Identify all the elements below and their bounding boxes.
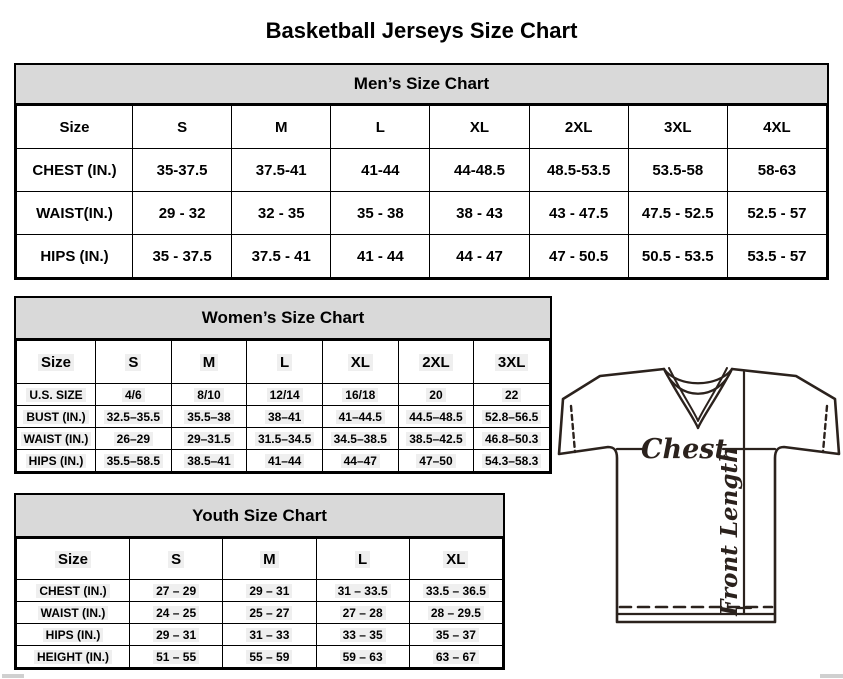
table-row [17, 646, 503, 668]
mens-chart-caption: Men’s Size Chart [16, 65, 827, 105]
row-label: BUST (IN.) [17, 406, 96, 428]
table-cell: 41–44.5 [322, 406, 398, 428]
table-cell: 27 – 28 [316, 602, 409, 624]
mens-size-chart [14, 63, 829, 280]
table-cell: 37.5 - 41 [232, 235, 331, 278]
table-cell: 31 – 33 [223, 624, 316, 646]
table-cell: 50.5 - 53.5 [628, 235, 727, 278]
table-row [17, 580, 503, 602]
table-cell: 41 - 44 [331, 235, 430, 278]
table-cell: 38 - 43 [430, 192, 529, 235]
table-cell: 35 – 37 [409, 624, 502, 646]
table-cell: 38–41 [247, 406, 323, 428]
jersey-outline [559, 369, 839, 622]
table-row [17, 149, 827, 192]
table-cell: 29 - 32 [133, 192, 232, 235]
table-cell: 35 - 38 [331, 192, 430, 235]
table-cell: 25 – 27 [223, 602, 316, 624]
column-header: 4XL [727, 106, 826, 149]
table-row [17, 428, 550, 450]
table-cell: 38.5–41 [171, 450, 247, 472]
row-label: HIPS (IN.) [17, 450, 96, 472]
youth-table [16, 538, 503, 668]
size-corner-label: Size [17, 341, 96, 384]
table-cell: 22 [474, 384, 550, 406]
table-cell: 34.5–38.5 [322, 428, 398, 450]
table-cell: 31 – 33.5 [316, 580, 409, 602]
table-cell: 33 – 35 [316, 624, 409, 646]
table-cell: 47.5 - 52.5 [628, 192, 727, 235]
table-row [17, 384, 550, 406]
table-cell: 35.5–38 [171, 406, 247, 428]
row-label: WAIST (IN.) [17, 602, 130, 624]
table-cell: 41–44 [247, 450, 323, 472]
column-header: L [316, 539, 409, 580]
scrollbar-fragment-left[interactable] [2, 674, 24, 678]
table-cell: 35 - 37.5 [133, 235, 232, 278]
right-cuff-dash-line [823, 406, 827, 452]
table-cell: 16/18 [322, 384, 398, 406]
table-cell: 52.5 - 57 [727, 192, 826, 235]
row-label: CHEST (IN.) [17, 149, 133, 192]
table-cell: 54.3–58.3 [474, 450, 550, 472]
table-cell: 20 [398, 384, 474, 406]
column-header: M [223, 539, 316, 580]
table-cell: 12/14 [247, 384, 323, 406]
table-row [17, 192, 827, 235]
table-cell: 63 – 67 [409, 646, 502, 668]
table-cell: 43 - 47.5 [529, 192, 628, 235]
table-cell: 38.5–42.5 [398, 428, 474, 450]
row-label: CHEST (IN.) [17, 580, 130, 602]
collar-inner-arc [664, 369, 732, 394]
table-cell: 27 – 29 [130, 580, 223, 602]
womens-table [16, 340, 550, 472]
table-row [17, 406, 550, 428]
column-header: 3XL [628, 106, 727, 149]
table-cell: 55 – 59 [223, 646, 316, 668]
row-label: HIPS (IN.) [17, 624, 130, 646]
column-header: 3XL [474, 341, 550, 384]
table-cell: 29–31.5 [171, 428, 247, 450]
table-cell: 41-44 [331, 149, 430, 192]
table-row [17, 235, 827, 278]
table-cell: 44.5–48.5 [398, 406, 474, 428]
table-cell: 28 – 29.5 [409, 602, 502, 624]
row-label: WAIST(IN.) [17, 192, 133, 235]
column-header: XL [322, 341, 398, 384]
row-label: HIPS (IN.) [17, 235, 133, 278]
table-cell: 48.5-53.5 [529, 149, 628, 192]
column-header: S [133, 106, 232, 149]
table-row [17, 450, 550, 472]
column-header: M [171, 341, 247, 384]
row-label: WAIST (IN.) [17, 428, 96, 450]
womens-size-chart [14, 296, 552, 474]
table-cell: 33.5 – 36.5 [409, 580, 502, 602]
table-row [17, 602, 503, 624]
table-cell: 35.5–58.5 [96, 450, 172, 472]
table-cell: 37.5-41 [232, 149, 331, 192]
column-header: S [130, 539, 223, 580]
youth-chart-caption: Youth Size Chart [16, 495, 503, 538]
table-cell: 24 – 25 [130, 602, 223, 624]
column-header: S [96, 341, 172, 384]
table-cell: 47–50 [398, 450, 474, 472]
table-cell: 59 – 63 [316, 646, 409, 668]
table-cell: 58-63 [727, 149, 826, 192]
table-cell: 47 - 50.5 [529, 235, 628, 278]
table-row [17, 624, 503, 646]
size-corner-label: Size [17, 539, 130, 580]
header-row [17, 341, 550, 384]
column-header: XL [430, 106, 529, 149]
table-cell: 44-48.5 [430, 149, 529, 192]
header-row [17, 106, 827, 149]
table-cell: 53.5 - 57 [727, 235, 826, 278]
youth-size-chart [14, 493, 505, 670]
page-title: Basketball Jerseys Size Chart [265, 17, 578, 43]
table-cell: 44 - 47 [430, 235, 529, 278]
jersey-measurement-diagram [556, 366, 842, 632]
column-header: XL [409, 539, 502, 580]
table-cell: 8/10 [171, 384, 247, 406]
table-cell: 52.8–56.5 [474, 406, 550, 428]
row-label: U.S. SIZE [17, 384, 96, 406]
table-cell: 53.5-58 [628, 149, 727, 192]
column-header: M [232, 106, 331, 149]
table-cell: 35-37.5 [133, 149, 232, 192]
table-cell: 46.8–50.3 [474, 428, 550, 450]
womens-chart-caption: Women’s Size Chart [16, 298, 550, 340]
left-cuff-dash-line [571, 406, 575, 452]
table-cell: 4/6 [96, 384, 172, 406]
column-header: 2XL [529, 106, 628, 149]
table-cell: 51 – 55 [130, 646, 223, 668]
row-label: HEIGHT (IN.) [17, 646, 130, 668]
table-cell: 29 – 31 [223, 580, 316, 602]
column-header: L [247, 341, 323, 384]
header-row [17, 539, 503, 580]
chest-label: Chest [641, 434, 727, 465]
scrollbar-fragment-right[interactable] [820, 674, 843, 678]
table-cell: 31.5–34.5 [247, 428, 323, 450]
size-corner-label: Size [17, 106, 133, 149]
table-cell: 26–29 [96, 428, 172, 450]
front-length-label: Front Length [716, 446, 743, 616]
table-cell: 32 - 35 [232, 192, 331, 235]
table-cell: 32.5–35.5 [96, 406, 172, 428]
mens-table [16, 105, 827, 278]
table-cell: 29 – 31 [130, 624, 223, 646]
column-header: 2XL [398, 341, 474, 384]
column-header: L [331, 106, 430, 149]
table-cell: 44–47 [322, 450, 398, 472]
